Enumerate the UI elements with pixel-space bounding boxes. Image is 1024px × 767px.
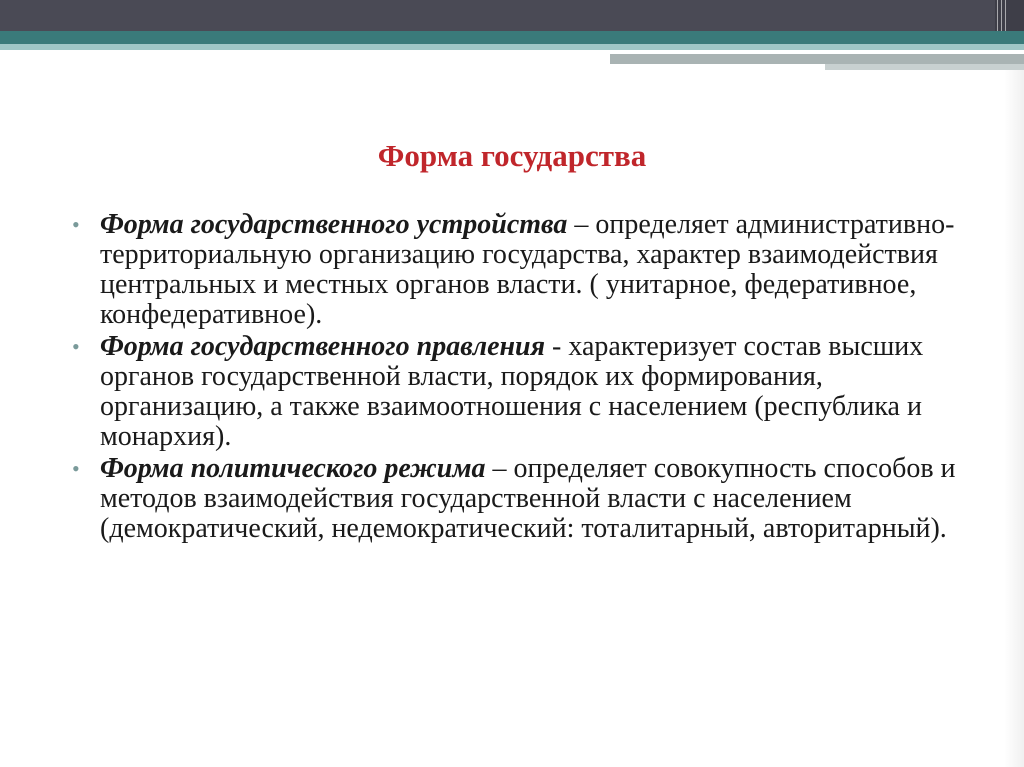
item-term: Форма государственного устройства — [100, 209, 568, 240]
item-term: Форма политического режима — [100, 453, 486, 484]
item-term: Форма государственного правления — [100, 331, 546, 362]
bullet-icon: • — [72, 456, 80, 481]
header-grey-band — [610, 54, 1024, 64]
item-text: – определяет административно-территориальную организацию государства, характер взаимодействия центральных и местных органов власти. ( унитарное, федеративное, конфедеративное). — [100, 209, 955, 330]
header-bar — [0, 0, 1024, 31]
bullet-icon: • — [72, 334, 80, 359]
slide-title: Форма государства — [377, 138, 647, 173]
list-item — [72, 454, 972, 544]
header-grey-band-2 — [825, 64, 1024, 70]
header-bar-right — [995, 0, 1024, 31]
bullet-list — [72, 210, 972, 546]
item-text: - характеризует состав высших органов государственной власти, порядок их формирования, организацию, а также взаимоотношения с населением (республика и монархия). — [100, 331, 924, 452]
header-teal-band — [0, 31, 1024, 44]
list-item — [72, 332, 972, 452]
list-item — [72, 210, 972, 330]
page-shadow — [1004, 70, 1024, 767]
bullet-icon: • — [72, 212, 80, 237]
item-text: – определяет совокупность способов и методов взаимодействия государственной власти с населением (демократический, недемократический: тоталитарный, авторитарный). — [100, 453, 956, 544]
